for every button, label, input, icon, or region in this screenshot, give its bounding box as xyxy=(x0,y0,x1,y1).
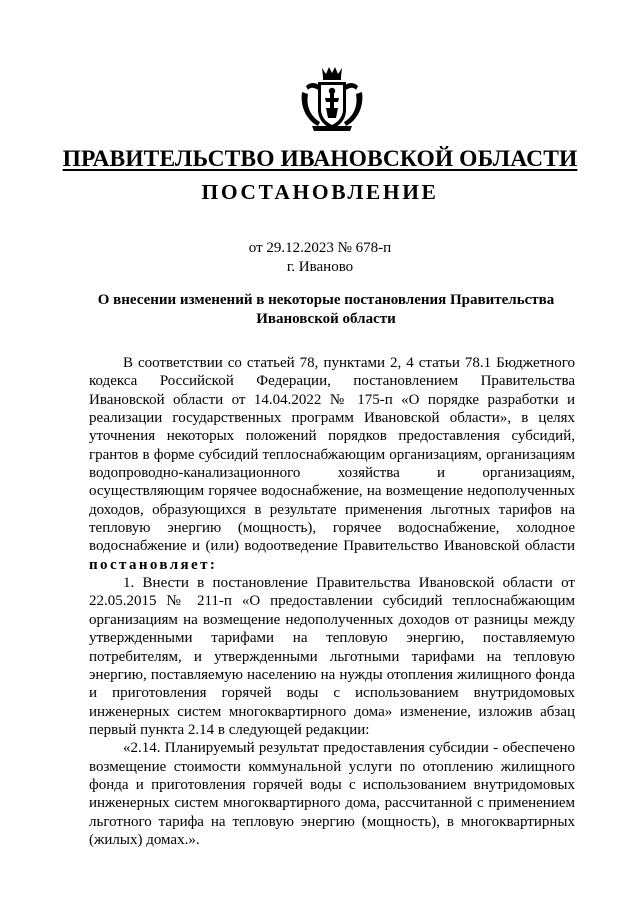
preamble-paragraph xyxy=(89,354,575,574)
item-1-paragraph: 1. Внести в постановление Правительства Ивановской области от 22.05.2015 № 211-п «О предоставлении субсидий теплоснабжающим организациям на возмещение недополученных доходов от разницы между утвержденными тарифами на тепловую энергию, поставляемую потребителям, и утвержденными льготными тарифами на тепловую энергию, поставляемую населению на нужды отопления жилищного фонда и приготовления горячей воды с использованием внутридомовых инженерных систем многоквартирного дома» изменение, изложив абзац первый пункта 2.14 в следующей редакции: xyxy=(89,575,575,738)
resolves-colon: : xyxy=(209,556,215,573)
government-title: ПРАВИТЕЛЬСТВО ИВАНОВСКОЙ ОБЛАСТИ xyxy=(62,146,578,172)
quoted-amendment-paragraph: «2.14. Планируемый результат предоставления субсидии - обеспечено возмещение стоимости коммунальной услуги по отоплению жилищного фонда и приготовления горячей воды с использованием внутридомовых инженерных систем многоквартирного дома, рассчитанной с применением льготного тарифа на тепловую энергию (мощность), в многоквартирных (жилых) домах.». xyxy=(89,740,575,848)
document-city: г. Иваново xyxy=(286,259,354,275)
resolves-word: постановляет xyxy=(89,556,210,573)
coat-of-arms-icon xyxy=(296,62,368,134)
document-body xyxy=(89,354,575,849)
preamble-text: В соответствии со статьей 78, пунктами 2, 4 статьи 78.1 Бюджетного кодекса Российской Федерации, постановлением Правительства Ивановской области от 14.04.2022 № 175-п «О порядке разработки и реализации государственных программ Ивановской области», в целях уточнения некоторых положений порядков предоставления субсидий, грантов в форме субсидий теплоснабжающим организациям, организациям водопроводно-канализационного хозяйства и организациям, осуществляющим горячее водоснабжение, на возмещение недополученных доходов, образующихся в результате применения льготных тарифов на тепловую энергию (мощность), горячее водоснабжение, холодное водоснабжение и (или) водоотведение Правительство Ивановской области xyxy=(89,355,575,555)
document-type: ПОСТАНОВЛЕНИЕ xyxy=(201,180,439,204)
document-date-number: от 29.12.2023 № 678-п xyxy=(248,240,392,256)
document-subject: О внесении изменений в некоторые постановления Правительства Ивановской области xyxy=(97,292,555,327)
